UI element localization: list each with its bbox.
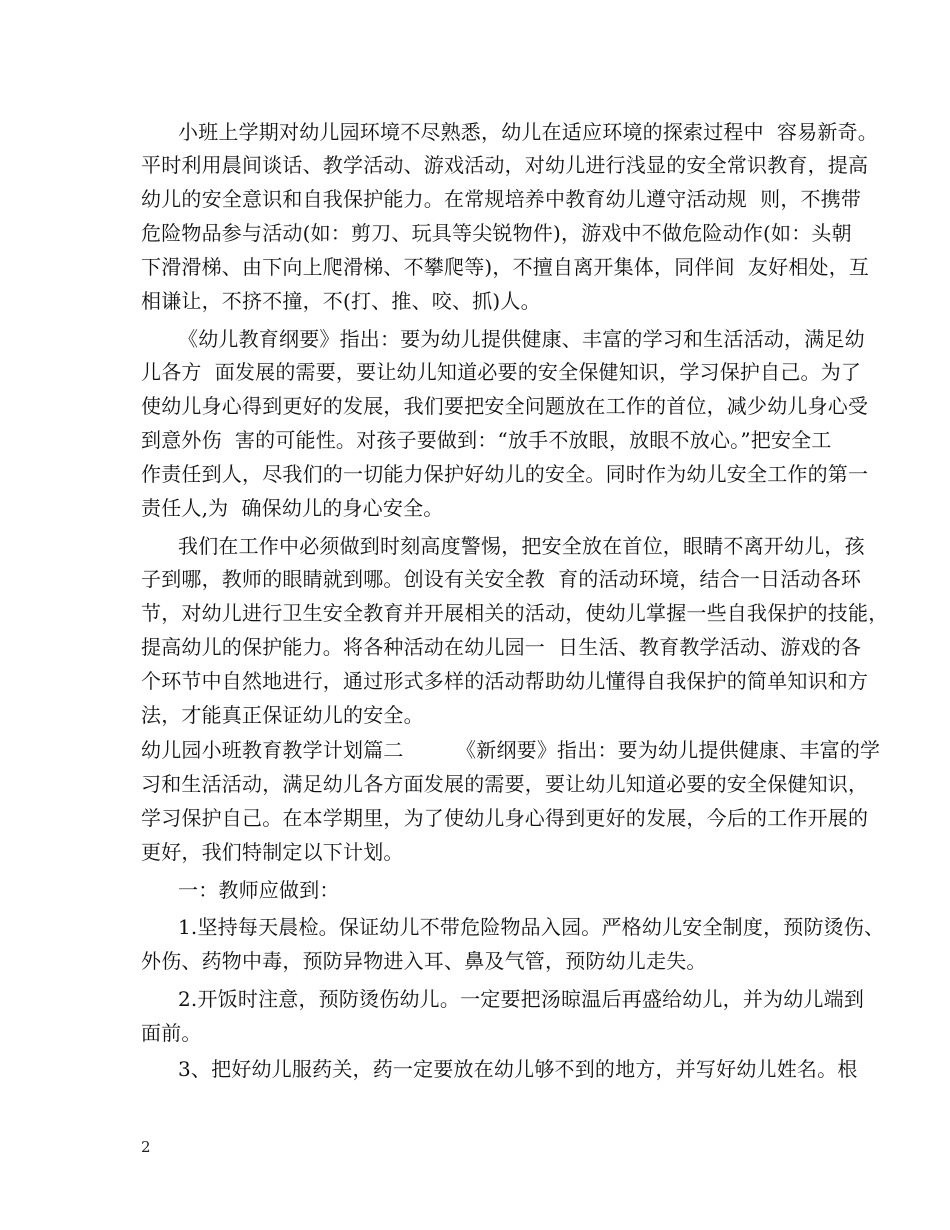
text-line: 更好，我们特制定以下计划。 — [141, 840, 404, 864]
section-heading-line: 幼儿园小班教育教学计划篇二 《新纲要》指出：要为幼儿提供健康、丰富的学 — [141, 738, 881, 762]
text-line: 小班上学期对幼儿园环境不尽熟悉，幼儿在适应环境的探索过程中 容易新奇。 — [178, 120, 878, 144]
text-line: 节，对幼儿进行卫生安全教育并开展相关的活动，使幼儿掌握一些自我保护的技能， — [141, 601, 889, 625]
text-line: 面前。 — [141, 1021, 202, 1045]
text-line: 相谦让，不挤不撞，不(打、推、咬、抓)人。 — [141, 289, 541, 313]
text-line: 下滑滑梯、由下向上爬滑梯、不攀爬等)，不擅自离开集体，同伴间 友好相处，互 — [141, 255, 870, 279]
text-line: 子到哪，教师的眼睛就到哪。创设有关安全教 育的活动环境，结合一日活动各环 — [141, 567, 862, 591]
text-line: 使幼儿身心得到更好的发展，我们要把安全问题放在工作的首位，减少幼儿身心受 — [141, 394, 869, 418]
text-line: 学习保护自己。在本学期里，为了使幼儿身心得到更好的发展，今后的工作开展的 — [141, 806, 869, 830]
text-line: 习和生活活动，满足幼儿各方面发展的需要，要让幼儿知道必要的安全保健知识， — [141, 772, 869, 796]
text-line: 外伤、药物中毒，预防异物进入耳、鼻及气管，预防幼儿走失。 — [141, 949, 707, 973]
text-line: 一：教师应做到： — [178, 878, 340, 902]
text-line: 1.坚持每天晨检。保证幼儿不带危险物品入园。严格幼儿安全制度，预防烫伤、 — [178, 915, 885, 939]
text-line: 《幼儿教育纲要》指出：要为幼儿提供健康、丰富的学习和生活活动，满足幼 — [178, 327, 865, 351]
text-line: 危险物品参与活动(如：剪刀、玩具等尖锐物件)，游戏中不做危险动作(如：头朝 — [141, 221, 852, 245]
text-line: 提高幼儿的保护能力。将各种活动在幼儿园一 日生活、教育教学活动、游戏的各 — [141, 635, 862, 659]
text-line: 我们在工作中必须做到时刻高度警惕，把安全放在首位，眼睛不离开幼儿，孩 — [178, 534, 865, 558]
text-line: 3、把好幼儿服药关，药一定要放在幼儿够不到的地方，并写好幼儿姓名。根 — [178, 1057, 858, 1081]
text-line: 法，才能真正保证幼儿的安全。 — [141, 703, 424, 727]
text-line: 平时利用晨间谈话、教学活动、游戏活动，对幼儿进行浅显的安全常识教育，提高 — [141, 153, 869, 177]
text-line: 2.开饭时注意，预防烫伤幼儿。一定要把汤晾温后再盛给幼儿，并为幼儿端到 — [178, 987, 865, 1011]
text-line: 儿各方 面发展的需要，要让幼儿知道必要的安全保健知识，学习保护自己。为了 — [141, 360, 862, 384]
text-line: 作责任到人，尽我们的一切能力保护好幼儿的安全。同时作为幼儿安全工作的第一 — [141, 462, 869, 486]
text-line: 个环节中自然地进行，通过形式多样的活动帮助幼儿懂得自我保护的简单知识和方 — [141, 669, 869, 693]
text-line: 幼儿的安全意识和自我保护能力。在常规培养中教育幼儿遵守活动规 则，不携带 — [141, 187, 862, 211]
page-number: 2 — [141, 1138, 151, 1156]
text-line: 到意外伤 害的可能性。对孩子要做到：“放手不放眼，放眼不放心。”把安全工 — [141, 428, 832, 452]
text-line: 责任人,为 确保幼儿的身心安全。 — [141, 496, 444, 520]
